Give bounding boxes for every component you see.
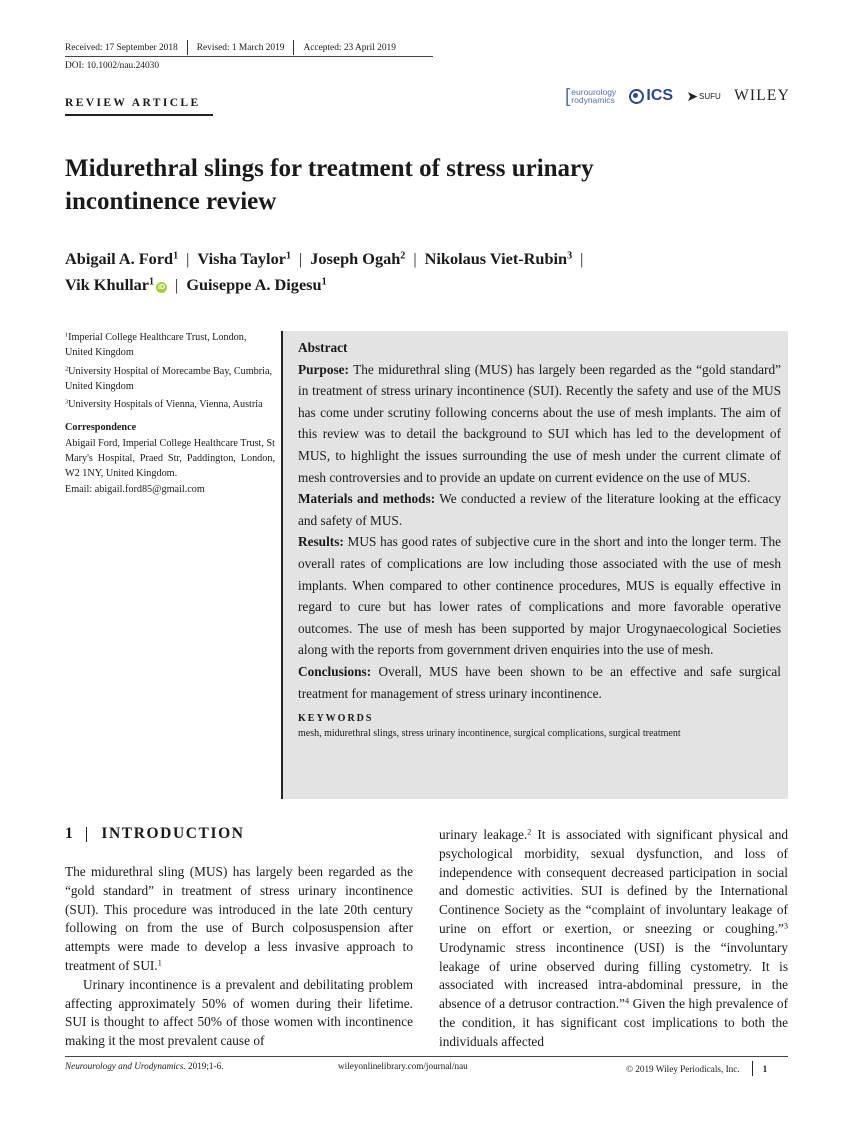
author-separator: | — [175, 275, 179, 294]
received-date: Received: 17 September 2018 — [65, 42, 178, 53]
abstract-purpose: Purpose: The midurethral sling (MUS) has largely been regarded as the “gold standard” in treatment of stress urinary incontinence (SUI). Recently the safety and use of the MUS has come under scrutiny following concerns about the use of mesh implants. The aim of this review was to detail the background to SUI which has led to the development of MUS, to highlight the issues surrounding the use of mesh under the current climate of mesh controversies and to provide an update on current evidence on the use of MUS. — [298, 361, 781, 485]
sufu-bird-icon: ➤ — [686, 87, 699, 104]
article-title: Midurethral slings for treatment of stress urinary incontinence review — [65, 155, 594, 215]
footer-journal: Neurourology and Urodynamics. 2019;1-6. — [65, 1061, 224, 1071]
journal-logo-line1: eurourology — [571, 86, 617, 97]
author-separator: | — [186, 249, 190, 268]
journal-logo-mark-icon: [ — [565, 85, 571, 107]
author-name[interactable]: Joseph Ogah$^2$ — [310, 249, 406, 268]
section-heading-introduction — [65, 825, 245, 843]
header-rule — [65, 56, 433, 57]
journal-logo — [565, 85, 617, 107]
ics-ring-icon — [629, 89, 644, 104]
paragraph: Urinary incontinence is a prevalent and debilitating problem affecting approximately 50% of women during their lifetime. SUI is thought to affect 50% of those women with incontinence making it the most prevalent cause of — [65, 976, 413, 1049]
divider — [86, 827, 87, 842]
citation[interactable]: 4 — [624, 996, 630, 1006]
copyright-text: © 2019 Wiley Periodicals, Inc. — [626, 1063, 740, 1074]
footer-rule — [65, 1056, 788, 1057]
divider — [293, 40, 294, 55]
correspondence-heading: Correspondence — [65, 422, 137, 434]
section-label-underline — [65, 114, 213, 116]
author-separator: | — [580, 249, 584, 268]
citation[interactable]: 1 — [157, 958, 162, 968]
accepted-date: Accepted: 23 April 2019 — [303, 42, 396, 53]
citation[interactable]: 2 — [527, 827, 532, 837]
wiley-logo: WILEY — [734, 87, 790, 104]
footer-copyright — [626, 1061, 767, 1076]
article-dates — [65, 40, 396, 55]
author-name[interactable]: Nikolaus Viet-Rubin$^3$ — [424, 249, 573, 268]
orcid-icon[interactable]: iD — [158, 284, 166, 291]
keywords-list: mesh, midurethral slings, stress urinary incontinence, surgical complications, surgical treatment — [298, 728, 681, 740]
revised-date: Revised: 1 March 2019 — [196, 42, 285, 53]
author-name[interactable]: Guiseppe A. Digesu$^1$ — [186, 275, 327, 294]
affiliation: $^2$University Hospital of Morecambe Bay, Cumbria, United Kingdom — [65, 365, 273, 392]
author-list — [65, 246, 785, 298]
paragraph: urinary leakage.$^2$ It is associated with significant physical and psychological morbidity, sexual dysfunction, and loss of independence with consequent decreased participation in social and domestic activities. SUI is defined by the International Continence Society as the “complaint of involuntary leakage of urine on effort or exertion, or sneezing or coughing.”$^3$ Urodynamic stress incontinence (USI) is the “involuntary leakage of urine observed during filling cystometry. It is associated with increased intra-abdominal pressure, in the absence of a detrusor contraction.”$^4$ Given the high prevalence of the condition, it has significant cost implications to both the individuals affected — [439, 827, 788, 1049]
abstract-heading: Abstract — [298, 340, 348, 355]
author-separator: | — [299, 249, 303, 268]
section-label: REVIEW ARTICLE — [65, 97, 201, 109]
author-name[interactable]: Abigail A. Ford$^1$ — [65, 249, 179, 268]
doi[interactable]: DOI: 10.1002/nau.24030 — [65, 61, 160, 71]
section-title: INTRODUCTION — [101, 825, 245, 842]
body-column-left — [65, 863, 413, 1051]
correspondence-email[interactable]: Email: abigail.ford85@gmail.com — [65, 483, 205, 495]
paragraph: The midurethral sling (MUS) has largely been regarded as the “gold standard” in treatment of stress urinary incontinence (SUI). This procedure was introduced in the late 20th century following on from the use of Burch colposuspension after attempts were made to develop a less invasive approach to treatment of SUI.$^1$ — [65, 864, 413, 973]
body-column-right — [439, 826, 788, 1052]
sufu-logo-text: SUFU — [699, 91, 721, 101]
affiliation: $^3$University Hospitals of Vienna, Vienna, Austria — [65, 398, 263, 411]
citation[interactable]: 3 — [783, 921, 788, 931]
correspondence-address: Abigail Ford, Imperial College Healthcare Trust, St Mary's Hospital, Praed Str, Paddington, London, W2 1NY, United Kingdom. — [65, 437, 275, 480]
affiliation: $^1$Imperial College Healthcare Trust, London, United Kingdom — [65, 331, 247, 359]
author-separator: | — [413, 249, 417, 268]
author-name[interactable]: Vik Khullar$^1$ — [65, 275, 155, 294]
divider — [752, 1061, 753, 1076]
publisher-logos — [565, 84, 790, 108]
divider — [187, 40, 188, 55]
keywords-heading: KEYWORDS — [298, 713, 374, 725]
page-number: 1 — [762, 1063, 768, 1074]
sufu-logo — [686, 88, 721, 105]
abstract-results: Results: MUS has good rates of subjective cure in the short and into the longer term. The overall rates of complications are low including those associated with the use of mesh implants. When compared to other continence procedures, MUS is equally effective in regard to cure but has lower rates of complications and more favorable operative outcomes. The use of mesh has been supported by major Urogynaecological Societies along with the reports from government driven enquiries into the use of mesh. — [298, 534, 781, 658]
journal-logo-line2: rodynamics — [571, 95, 615, 105]
ics-logo-text: ICS — [646, 87, 674, 104]
ics-logo — [629, 87, 673, 105]
affiliations — [65, 330, 275, 497]
abstract-methods: Materials and methods: We conducted a review of the literature looking at the efficacy and safety of MUS. — [298, 491, 781, 528]
section-number: 1 — [65, 825, 75, 842]
abstract-box — [281, 331, 788, 799]
author-name[interactable]: Visha Taylor$^1$ — [197, 249, 291, 268]
footer-url[interactable]: wileyonlinelibrary.com/journal/nau — [338, 1061, 468, 1071]
abstract-conclusions: Conclusions: Overall, MUS have been shown to be an effective and safe surgical treatment for management of stress urinary incontinence. — [298, 663, 781, 701]
